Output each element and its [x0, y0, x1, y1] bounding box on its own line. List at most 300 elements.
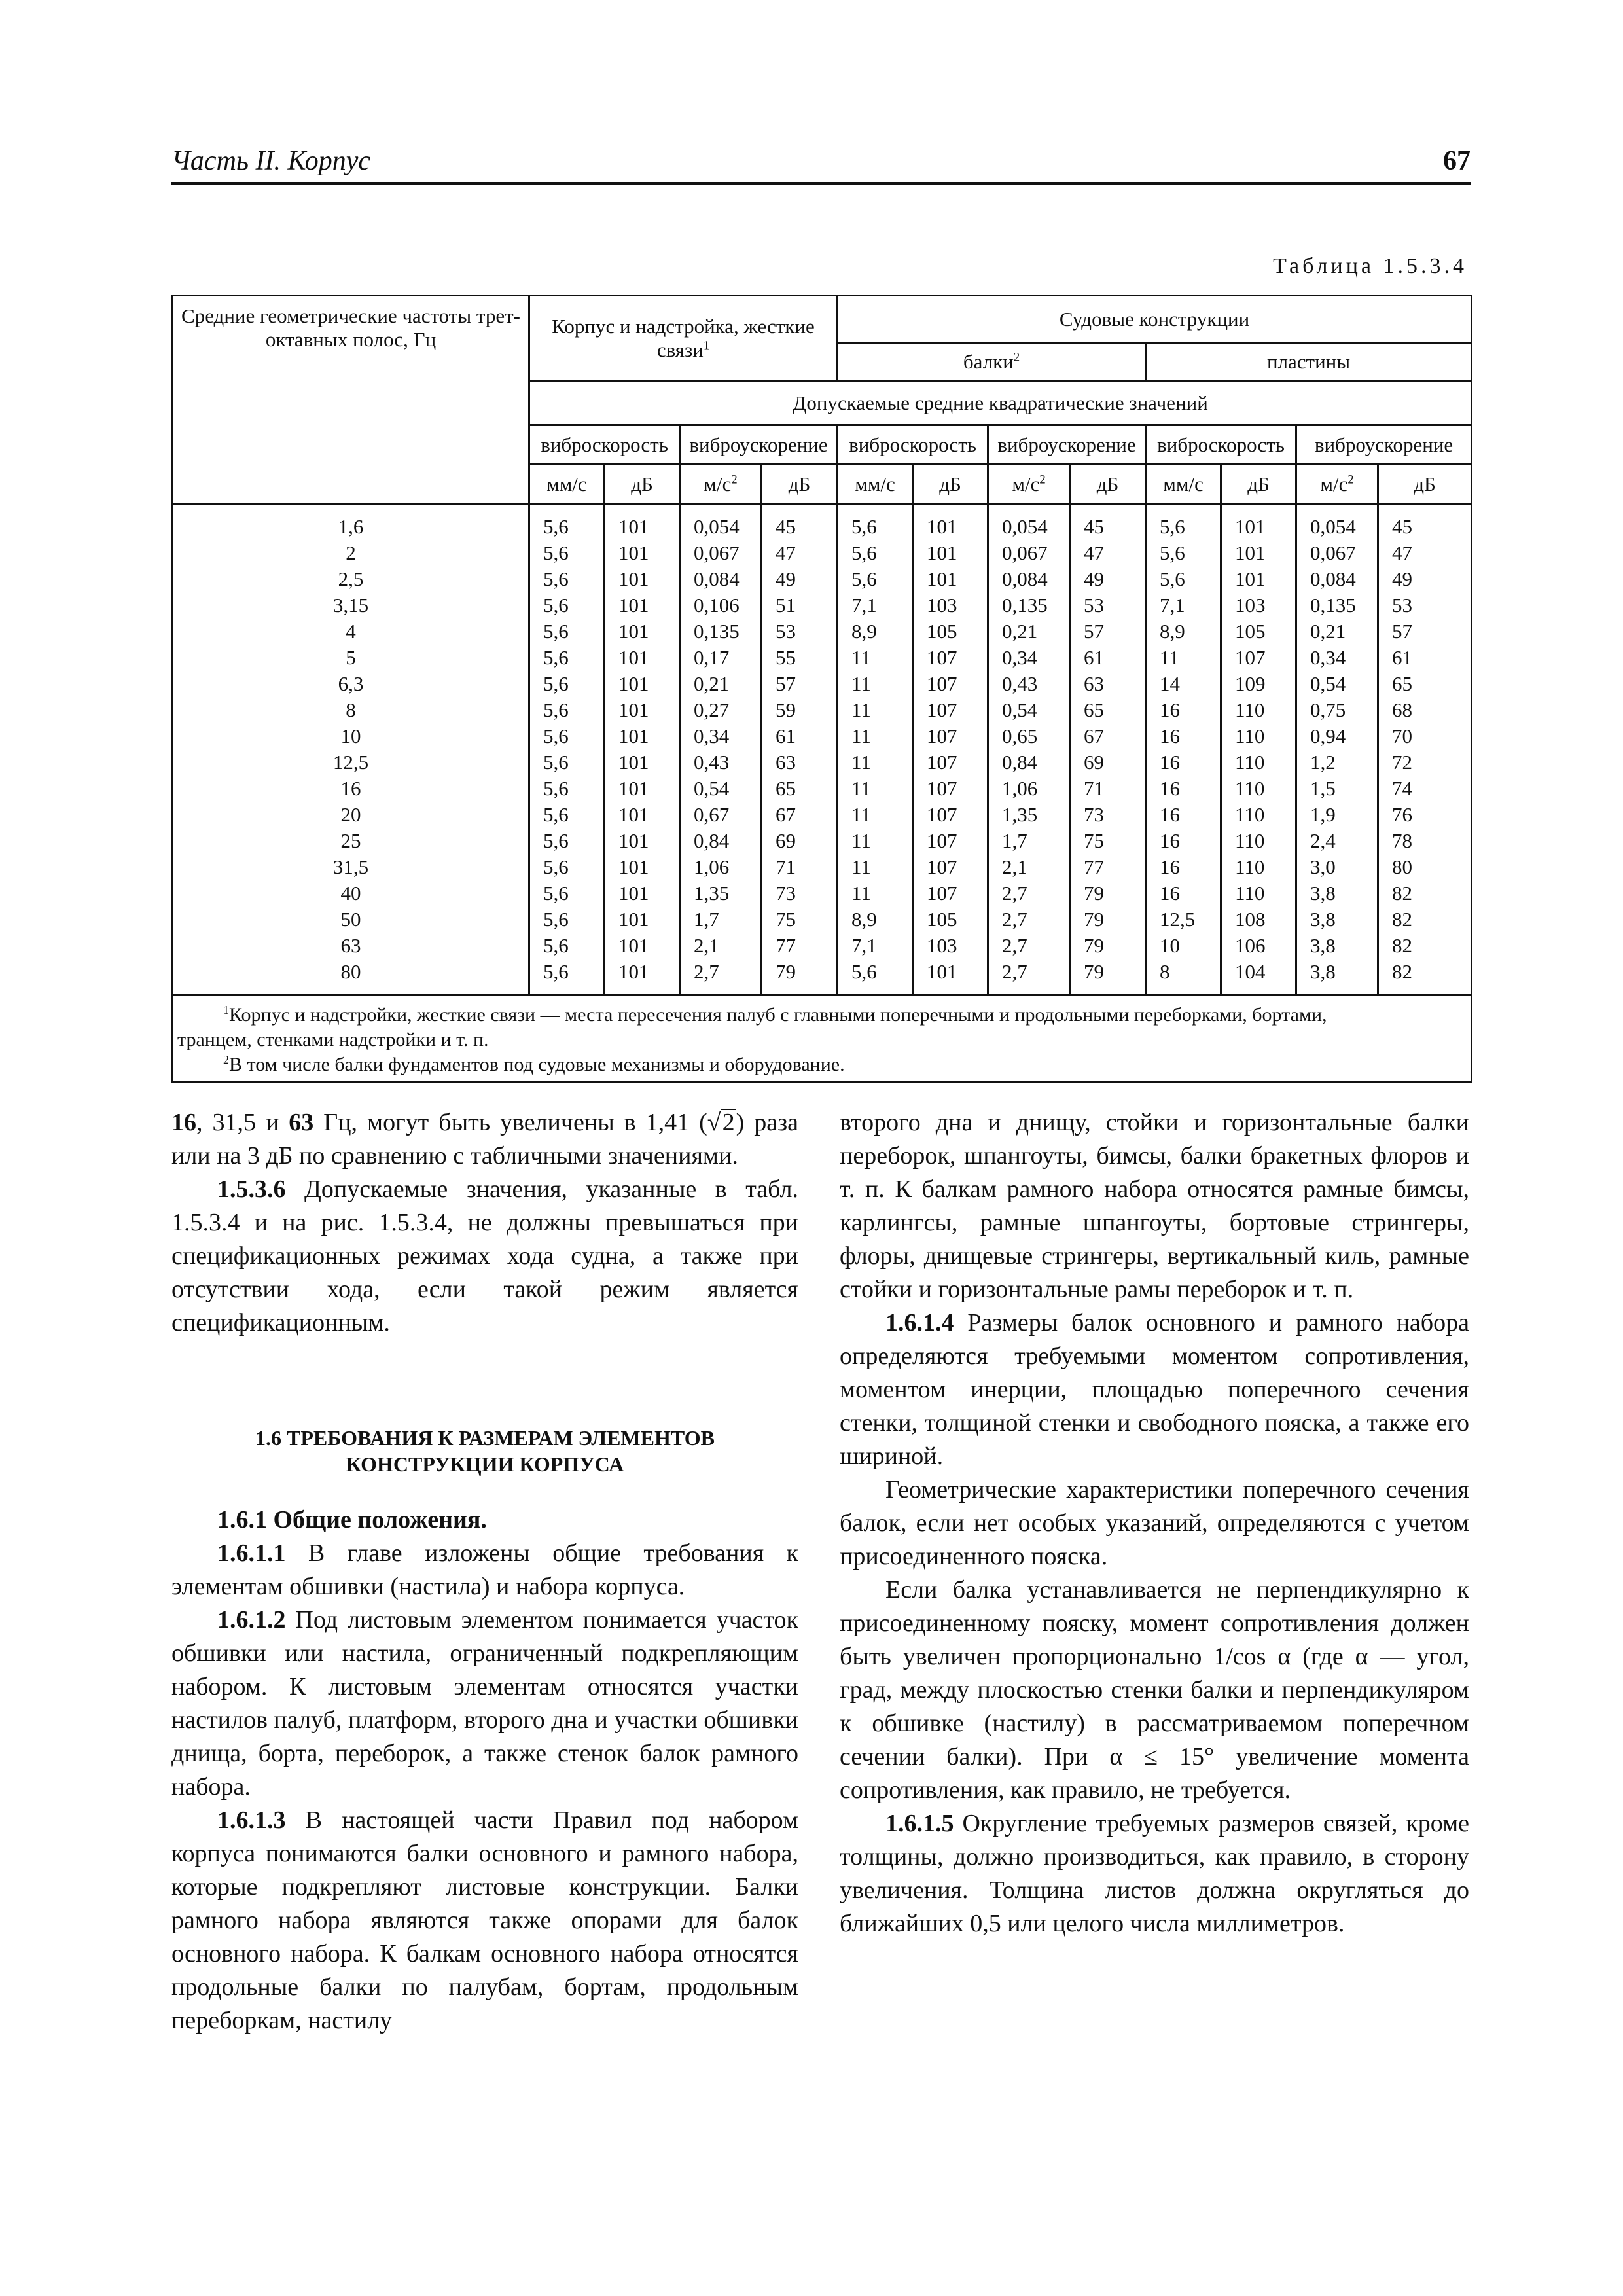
- value-cell: 0,21: [1296, 619, 1378, 645]
- value-cell: 7,1: [838, 933, 913, 959]
- value-cell: 0,34: [1296, 645, 1378, 671]
- value-cell: 107: [913, 776, 988, 802]
- table-row: [173, 697, 1472, 723]
- footnote-2: [177, 1052, 1467, 1077]
- running-title: Часть II. Корпус: [171, 146, 371, 176]
- value-cell: 5,6: [529, 723, 605, 749]
- value-cell: 11: [838, 854, 913, 880]
- frequency-cell: 31,5: [173, 854, 529, 880]
- value-cell: 11: [838, 671, 913, 697]
- value-cell: 49: [1070, 566, 1146, 592]
- unit-mms: мм/с: [529, 465, 605, 504]
- table-row: [173, 880, 1472, 906]
- value-cell: 8,9: [1146, 619, 1221, 645]
- value-cell: 16: [1146, 697, 1221, 723]
- value-cell: 5,6: [838, 566, 913, 592]
- value-cell: 103: [913, 933, 988, 959]
- value-cell: 5,6: [838, 540, 913, 566]
- value-cell: 11: [838, 880, 913, 906]
- unit-ms2-sup: 2: [1039, 473, 1046, 487]
- value-cell: 16: [1146, 776, 1221, 802]
- value-cell: 77: [762, 933, 838, 959]
- value-cell: 107: [913, 828, 988, 854]
- value-cell: 101: [605, 619, 680, 645]
- value-cell: 109: [1221, 671, 1296, 697]
- right-column: [840, 1106, 1469, 1941]
- value-cell: 5,6: [529, 671, 605, 697]
- paragraph-1-6-1-5: [840, 1807, 1469, 1941]
- paragraph-number: 1.6.1.2: [217, 1606, 286, 1634]
- table-row: [173, 828, 1472, 854]
- value-cell: 101: [913, 566, 988, 592]
- value-cell: 11: [838, 749, 913, 776]
- value-cell: 5,6: [529, 880, 605, 906]
- value-cell: 107: [913, 880, 988, 906]
- value-cell: 5,6: [1146, 566, 1221, 592]
- value-cell: 101: [605, 671, 680, 697]
- paragraph-1-6-1-2: [171, 1604, 798, 1804]
- value-cell: 101: [605, 540, 680, 566]
- value-cell: 110: [1221, 854, 1296, 880]
- value-cell: 11: [838, 645, 913, 671]
- paragraph-text: Под листовым элементом понимается участок обшивки или настила, ограниченный подкрепляющим набором. К листовым элементам относятся участки настилов палуб, платформ, второго дна и участки обшивки днища, борта, переборок, а также стенок балок рамного набора.: [171, 1606, 798, 1801]
- value-cell: 45: [1070, 504, 1146, 541]
- unit-ms2-sup: 2: [1347, 473, 1354, 487]
- paragraph-text: В настоящей части Правил под набором корпуса понимаются балки основного и рамного набора, которые подкрепляют листовые конструкции. Балки рамного набора являются также опорами для балок основного набора. К балкам основного набора относятся продольные балки по палубам, бортам, продольным переборкам, настилу: [171, 1806, 798, 2034]
- value-cell: 5,6: [529, 566, 605, 592]
- frequency-cell: 40: [173, 880, 529, 906]
- value-cell: 2,7: [988, 933, 1070, 959]
- value-cell: 5,6: [529, 592, 605, 619]
- subsection-heading: [171, 1503, 798, 1537]
- table-row: [173, 906, 1472, 933]
- frequency-cell: 12,5: [173, 749, 529, 776]
- table-head-vib-speed: виброскорость: [1146, 425, 1296, 465]
- value-cell: 1,2: [1296, 749, 1378, 776]
- value-cell: 47: [1070, 540, 1146, 566]
- value-cell: 16: [1146, 749, 1221, 776]
- paragraph-1-5-3-6: [171, 1173, 798, 1340]
- table-head-vib-accel: виброускорение: [988, 425, 1146, 465]
- value-cell: 0,54: [680, 776, 762, 802]
- value-cell: 12,5: [1146, 906, 1221, 933]
- value-cell: 16: [1146, 854, 1221, 880]
- value-cell: 79: [762, 959, 838, 996]
- value-cell: 101: [913, 504, 988, 541]
- value-cell: 0,84: [988, 749, 1070, 776]
- value-cell: 61: [1378, 645, 1472, 671]
- value-cell: 0,084: [1296, 566, 1378, 592]
- subsection-title: 1.6.1 Общие положения.: [217, 1506, 487, 1534]
- value-cell: 0,94: [1296, 723, 1378, 749]
- table-footnotes: [173, 996, 1472, 1083]
- value-cell: 67: [1070, 723, 1146, 749]
- value-cell: 8,9: [838, 906, 913, 933]
- value-cell: 101: [605, 959, 680, 996]
- value-cell: 82: [1378, 880, 1472, 906]
- value-cell: 61: [1070, 645, 1146, 671]
- value-cell: 8: [1146, 959, 1221, 996]
- value-cell: 0,067: [988, 540, 1070, 566]
- value-cell: 107: [913, 697, 988, 723]
- table-head-stub: Средние геометрические частоты трет-октавных полос, Гц: [173, 296, 529, 504]
- value-cell: 110: [1221, 828, 1296, 854]
- value-cell: 80: [1378, 854, 1472, 880]
- value-cell: 107: [913, 802, 988, 828]
- value-cell: 61: [762, 723, 838, 749]
- table-head-beams: [838, 343, 1146, 381]
- value-cell: 2,7: [988, 880, 1070, 906]
- text-span: ) раза или на 3 дБ по сравнению с табличными значениями.: [171, 1109, 798, 1170]
- value-cell: 79: [1070, 880, 1146, 906]
- value-cell: 73: [762, 880, 838, 906]
- value-cell: 107: [913, 645, 988, 671]
- section-heading-line: 1.6 ТРЕБОВАНИЯ К РАЗМЕРАМ ЭЛЕМЕНТОВ: [255, 1426, 715, 1450]
- paragraph-number: 1.6.1.1: [217, 1539, 286, 1567]
- bold-frequency: 63: [289, 1109, 314, 1136]
- value-cell: 1,7: [680, 906, 762, 933]
- value-cell: 5,6: [838, 959, 913, 996]
- table-head-permissible: Допускаемые средние квадратические значений: [529, 381, 1472, 425]
- paragraph-1-6-1-3: [171, 1804, 798, 2037]
- text-span: Гц, могут быть увеличены в 1,41 (: [313, 1109, 707, 1136]
- value-cell: 49: [762, 566, 838, 592]
- value-cell: 5,6: [529, 854, 605, 880]
- value-cell: 110: [1221, 723, 1296, 749]
- value-cell: 110: [1221, 749, 1296, 776]
- value-cell: 5,6: [529, 959, 605, 996]
- value-cell: 0,084: [988, 566, 1070, 592]
- unit-mms: мм/с: [838, 465, 913, 504]
- value-cell: 55: [762, 645, 838, 671]
- value-cell: 3,8: [1296, 959, 1378, 996]
- sqrt-symbol: √: [707, 1109, 721, 1136]
- table-row: [173, 592, 1472, 619]
- value-cell: 3,0: [1296, 854, 1378, 880]
- value-cell: 5,6: [1146, 540, 1221, 566]
- frequency-cell: 2,5: [173, 566, 529, 592]
- unit-db: дБ: [1378, 465, 1472, 504]
- value-cell: 53: [762, 619, 838, 645]
- value-cell: 101: [605, 645, 680, 671]
- value-cell: 3,8: [1296, 933, 1378, 959]
- table-head-hull-label: Корпус и надстройка, жесткие связи: [552, 314, 815, 361]
- unit-ms2-label: м/с: [1012, 472, 1040, 495]
- value-cell: 53: [1070, 592, 1146, 619]
- unit-db: дБ: [1070, 465, 1146, 504]
- value-cell: 101: [605, 592, 680, 619]
- value-cell: 65: [1378, 671, 1472, 697]
- table-row: [173, 540, 1472, 566]
- value-cell: 101: [605, 504, 680, 541]
- value-cell: 63: [762, 749, 838, 776]
- value-cell: 11: [838, 697, 913, 723]
- value-cell: 101: [605, 802, 680, 828]
- value-cell: 16: [1146, 880, 1221, 906]
- value-cell: 79: [1070, 959, 1146, 996]
- paragraph-text: Размеры балок основного и рамного набора определяются требуемыми моментом сопротивления, моментом инерции, площадью поперечного сечения стенки, толщиной стенки и свободного пояска, а также его шириной.: [840, 1309, 1469, 1470]
- sqrt-value: 2: [722, 1109, 735, 1136]
- value-cell: 0,067: [680, 540, 762, 566]
- value-cell: 5,6: [529, 504, 605, 541]
- value-cell: 0,084: [680, 566, 762, 592]
- section-heading-line: КОНСТРУКЦИИ КОРПУСА: [346, 1452, 624, 1476]
- value-cell: 57: [1378, 619, 1472, 645]
- paragraph-text: Допускаемые значения, указанные в табл. 1.5.3.4 и на рис. 1.5.3.4, не должны превышаться при спецификационных режимах хода судна, а также при отсутствии хода, если такой режим является спецификационным.: [171, 1175, 798, 1336]
- value-cell: 10: [1146, 933, 1221, 959]
- unit-ms2-sup: 2: [731, 473, 738, 487]
- value-cell: 45: [1378, 504, 1472, 541]
- table-body: [173, 504, 1472, 996]
- value-cell: 78: [1378, 828, 1472, 854]
- value-cell: 0,106: [680, 592, 762, 619]
- value-cell: 110: [1221, 776, 1296, 802]
- table-row: [173, 645, 1472, 671]
- value-cell: 47: [762, 540, 838, 566]
- frequency-cell: 16: [173, 776, 529, 802]
- value-cell: 101: [605, 933, 680, 959]
- value-cell: 74: [1378, 776, 1472, 802]
- value-cell: 107: [1221, 645, 1296, 671]
- value-cell: 79: [1070, 906, 1146, 933]
- paragraph-geometric: Геометрические характеристики поперечного сечения балок, если нет особых указаний, определяются с учетом присоединенного пояска.: [840, 1476, 1469, 1570]
- value-cell: 0,34: [988, 645, 1070, 671]
- value-cell: 0,84: [680, 828, 762, 854]
- table-row: [173, 671, 1472, 697]
- footnote-1-mark: 1: [223, 1003, 229, 1016]
- vibration-table: [171, 295, 1472, 1083]
- value-cell: 0,135: [680, 619, 762, 645]
- table-row: [173, 854, 1472, 880]
- table-head-hull: [529, 296, 838, 381]
- value-cell: 5,6: [529, 776, 605, 802]
- value-cell: 71: [762, 854, 838, 880]
- value-cell: 8,9: [838, 619, 913, 645]
- value-cell: 110: [1221, 697, 1296, 723]
- paragraph-continuation: второго дна и днищу, стойки и горизонтальные балки переборок, шпангоуты, бимсы, балки бракетных флоров и т. п. К балкам рамного набора относятся рамные бимсы, карлингсы, рамные шпангоуты, бортовые стрингеры, флоры, днищевые стрингеры, вертикальный киль, рамные стойки и горизонтальные рамы переборок и т. п.: [840, 1109, 1469, 1303]
- paragraph-number: 1.6.1.3: [217, 1806, 286, 1834]
- value-cell: 7,1: [838, 592, 913, 619]
- table-row: [173, 802, 1472, 828]
- value-cell: 0,067: [1296, 540, 1378, 566]
- value-cell: 0,054: [1296, 504, 1378, 541]
- text-span: , 31,5 и: [196, 1109, 289, 1136]
- value-cell: 101: [605, 749, 680, 776]
- paragraph-number: 1.6.1.5: [885, 1810, 954, 1837]
- value-cell: 2,1: [988, 854, 1070, 880]
- value-cell: 0,67: [680, 802, 762, 828]
- value-cell: 101: [605, 697, 680, 723]
- table-row: [173, 504, 1472, 541]
- section-heading: [171, 1425, 798, 1477]
- paragraph-inclined-beam: Если балка устанавливается не перпендикулярно к присоединенному пояску, момент сопротивления должен быть увеличен пропорционально 1/cos α (где α — угол, град, между плоскостью стенки балки и перпендикуляром к обшивке (настилу) в рассматриваемом поперечном сечении балки). При α ≤ 15° увеличение момента сопротивления, как правило, не требуется.: [840, 1576, 1469, 1804]
- value-cell: 2,7: [988, 959, 1070, 996]
- frequency-cell: 6,3: [173, 671, 529, 697]
- left-column: [171, 1106, 798, 2037]
- table-head-beams-label: балки: [963, 350, 1014, 373]
- value-cell: 101: [1221, 566, 1296, 592]
- unit-ms2: [1296, 465, 1378, 504]
- value-cell: 67: [762, 802, 838, 828]
- value-cell: 107: [913, 854, 988, 880]
- unit-ms2: [988, 465, 1070, 504]
- value-cell: 57: [1070, 619, 1146, 645]
- value-cell: 5,6: [1146, 504, 1221, 541]
- table-head-vib-speed: виброскорость: [838, 425, 988, 465]
- value-cell: 101: [605, 828, 680, 854]
- value-cell: 79: [1070, 933, 1146, 959]
- value-cell: 0,34: [680, 723, 762, 749]
- value-cell: 1,35: [680, 880, 762, 906]
- value-cell: 110: [1221, 802, 1296, 828]
- page-number: 67: [1443, 146, 1471, 176]
- table-head-plates: пластины: [1146, 343, 1472, 381]
- footnote-2-text: В том числе балки фундаментов под судовые механизмы и оборудование.: [229, 1054, 845, 1075]
- frequency-cell: 25: [173, 828, 529, 854]
- value-cell: 11: [838, 802, 913, 828]
- table-head-ship-structures: Судовые конструкции: [838, 296, 1472, 343]
- value-cell: 2,7: [680, 959, 762, 996]
- value-cell: 0,054: [680, 504, 762, 541]
- value-cell: 101: [913, 540, 988, 566]
- value-cell: 53: [1378, 592, 1472, 619]
- table-row: [173, 723, 1472, 749]
- value-cell: 107: [913, 723, 988, 749]
- value-cell: 71: [1070, 776, 1146, 802]
- paragraph-continuation: [171, 1106, 798, 1173]
- value-cell: 82: [1378, 933, 1472, 959]
- value-cell: 69: [762, 828, 838, 854]
- footnote-1-line-2: транцем, стенками надстройки и т. п.: [177, 1029, 489, 1050]
- value-cell: 59: [762, 697, 838, 723]
- value-cell: 57: [762, 671, 838, 697]
- value-cell: 101: [605, 906, 680, 933]
- value-cell: 1,7: [988, 828, 1070, 854]
- value-cell: 11: [838, 828, 913, 854]
- unit-ms2-label: м/с: [1320, 472, 1348, 495]
- value-cell: 0,43: [988, 671, 1070, 697]
- table-head-vib-accel: виброускорение: [1296, 425, 1472, 465]
- value-cell: 75: [762, 906, 838, 933]
- frequency-cell: 5: [173, 645, 529, 671]
- value-cell: 11: [838, 776, 913, 802]
- value-cell: 16: [1146, 828, 1221, 854]
- value-cell: 75: [1070, 828, 1146, 854]
- value-cell: 103: [1221, 592, 1296, 619]
- value-cell: 5,6: [529, 828, 605, 854]
- value-cell: 16: [1146, 723, 1221, 749]
- paragraph-1-6-1-1: [171, 1537, 798, 1604]
- value-cell: 101: [605, 566, 680, 592]
- frequency-cell: 20: [173, 802, 529, 828]
- value-cell: 5,6: [529, 619, 605, 645]
- table-row: [173, 619, 1472, 645]
- value-cell: 68: [1378, 697, 1472, 723]
- value-cell: 49: [1378, 566, 1472, 592]
- value-cell: 108: [1221, 906, 1296, 933]
- page-header: [171, 145, 1471, 185]
- value-cell: 101: [605, 854, 680, 880]
- value-cell: 2,7: [988, 906, 1070, 933]
- bold-frequency: 16: [171, 1109, 196, 1136]
- table-head-beams-sup: 2: [1013, 350, 1020, 365]
- value-cell: 51: [762, 592, 838, 619]
- frequency-cell: 10: [173, 723, 529, 749]
- paragraph-text: В главе изложены общие требования к элементам обшивки (настила) и набора корпуса.: [171, 1539, 798, 1600]
- value-cell: 63: [1070, 671, 1146, 697]
- value-cell: 73: [1070, 802, 1146, 828]
- value-cell: 107: [913, 749, 988, 776]
- value-cell: 101: [913, 959, 988, 996]
- value-cell: 5,6: [529, 540, 605, 566]
- value-cell: 3,8: [1296, 906, 1378, 933]
- unit-db: дБ: [913, 465, 988, 504]
- frequency-cell: 3,15: [173, 592, 529, 619]
- table-row: [173, 959, 1472, 996]
- value-cell: 1,5: [1296, 776, 1378, 802]
- value-cell: 2,1: [680, 933, 762, 959]
- value-cell: 103: [913, 592, 988, 619]
- value-cell: 0,54: [988, 697, 1070, 723]
- table-head-vib-speed: виброскорость: [529, 425, 680, 465]
- value-cell: 11: [1146, 645, 1221, 671]
- value-cell: 101: [605, 776, 680, 802]
- value-cell: 5,6: [529, 749, 605, 776]
- value-cell: 0,17: [680, 645, 762, 671]
- value-cell: 5,6: [529, 645, 605, 671]
- paragraph-number: 1.5.3.6: [217, 1175, 286, 1203]
- value-cell: 45: [762, 504, 838, 541]
- value-cell: 107: [913, 671, 988, 697]
- value-cell: 104: [1221, 959, 1296, 996]
- value-cell: 0,54: [1296, 671, 1378, 697]
- value-cell: 65: [762, 776, 838, 802]
- unit-db: дБ: [762, 465, 838, 504]
- table-row: [173, 566, 1472, 592]
- frequency-cell: 50: [173, 906, 529, 933]
- value-cell: 0,65: [988, 723, 1070, 749]
- value-cell: 14: [1146, 671, 1221, 697]
- value-cell: 1,06: [988, 776, 1070, 802]
- value-cell: 1,35: [988, 802, 1070, 828]
- unit-db: дБ: [1221, 465, 1296, 504]
- frequency-cell: 8: [173, 697, 529, 723]
- value-cell: 0,21: [988, 619, 1070, 645]
- table-head-hull-sup: 1: [703, 338, 710, 353]
- paragraph-text: Округление требуемых размеров связей, кроме толщины, должно производиться, как правило, в сторону увеличения. Толщина листов должна округляться до ближайших 0,5 или целого числа миллиметров.: [840, 1810, 1469, 1937]
- value-cell: 101: [605, 880, 680, 906]
- footnote-1-line-1: [177, 1003, 1467, 1028]
- value-cell: 0,27: [680, 697, 762, 723]
- value-cell: 16: [1146, 802, 1221, 828]
- footnote-1-text: Корпус и надстройки, жесткие связи — места пересечения палуб с главными поперечными и продольными переборками, бортами,: [229, 1004, 1327, 1026]
- paragraph-1-6-1-4: [840, 1306, 1469, 1473]
- value-cell: 82: [1378, 906, 1472, 933]
- value-cell: 2,4: [1296, 828, 1378, 854]
- value-cell: 105: [913, 906, 988, 933]
- table-head-vib-accel: виброускорение: [680, 425, 838, 465]
- value-cell: 47: [1378, 540, 1472, 566]
- frequency-cell: 80: [173, 959, 529, 996]
- table-row: [173, 933, 1472, 959]
- value-cell: 11: [838, 723, 913, 749]
- value-cell: 5,6: [529, 697, 605, 723]
- value-cell: 0,135: [1296, 592, 1378, 619]
- value-cell: 5,6: [529, 802, 605, 828]
- unit-db: дБ: [605, 465, 680, 504]
- value-cell: 101: [605, 723, 680, 749]
- value-cell: 101: [1221, 540, 1296, 566]
